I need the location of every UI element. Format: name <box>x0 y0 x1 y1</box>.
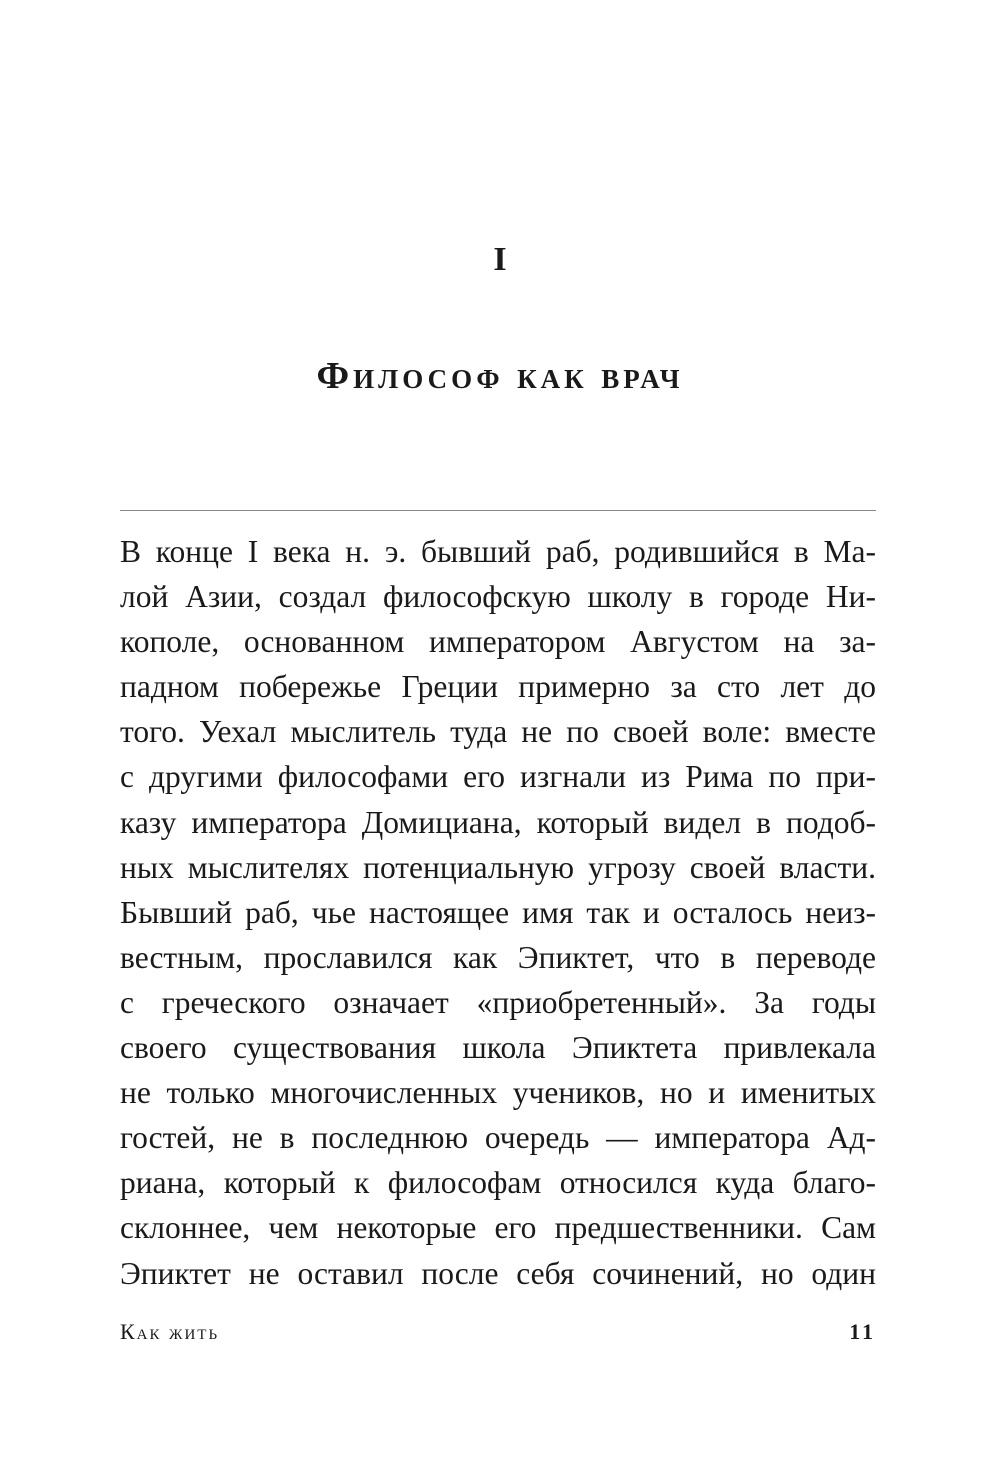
text-line: своего существования школа Эпиктета привлекала <box>120 1030 876 1066</box>
text-line: Эпиктет не оставил после себя сочинений, но один <box>120 1255 876 1291</box>
body-paragraph <box>120 529 876 1296</box>
text-line: не только многочисленных учеников, но и именитых <box>120 1075 876 1111</box>
text-line: гостей, не в последнюю очередь — императора Ад- <box>120 1120 876 1156</box>
divider-rule <box>120 510 876 511</box>
text-line: кополе, основанном императором Августом на за- <box>120 624 876 660</box>
text-line: риана, который к философам относился куда благо- <box>120 1165 876 1201</box>
text-line: с другими философами его изгнали из Рима по при- <box>120 759 876 795</box>
text-line: В конце I века н. э. бывший раб, родившийся в Ма- <box>120 534 876 569</box>
text-line: ных мыслителях потенциальную угрозу своей власти. <box>120 849 876 885</box>
text-line: вестным, прославился как Эпиктет, что в переводе <box>120 939 876 975</box>
text-line: Бывший раб, чье настоящее имя так и осталось неиз- <box>120 894 876 930</box>
text-line: склоннее, чем некоторые его предшественники. Сам <box>120 1210 876 1246</box>
running-title: Как жить <box>120 1319 220 1344</box>
chapter-title: Философ как врач <box>316 355 684 397</box>
chapter-number: I <box>493 241 507 278</box>
text-line: падном побережье Греции примерно за сто лет до <box>120 669 876 705</box>
text-line: казу императора Домициана, который видел в подоб- <box>120 804 876 840</box>
page-number: 11 <box>849 1319 876 1344</box>
text-line: с греческого означает «приобретенный». За годы <box>120 984 876 1020</box>
text-line: того. Уехал мыслитель туда не по своей воле: вместе <box>120 714 876 750</box>
text-line: лой Азии, создал философскую школу в городе Ни- <box>120 579 876 615</box>
